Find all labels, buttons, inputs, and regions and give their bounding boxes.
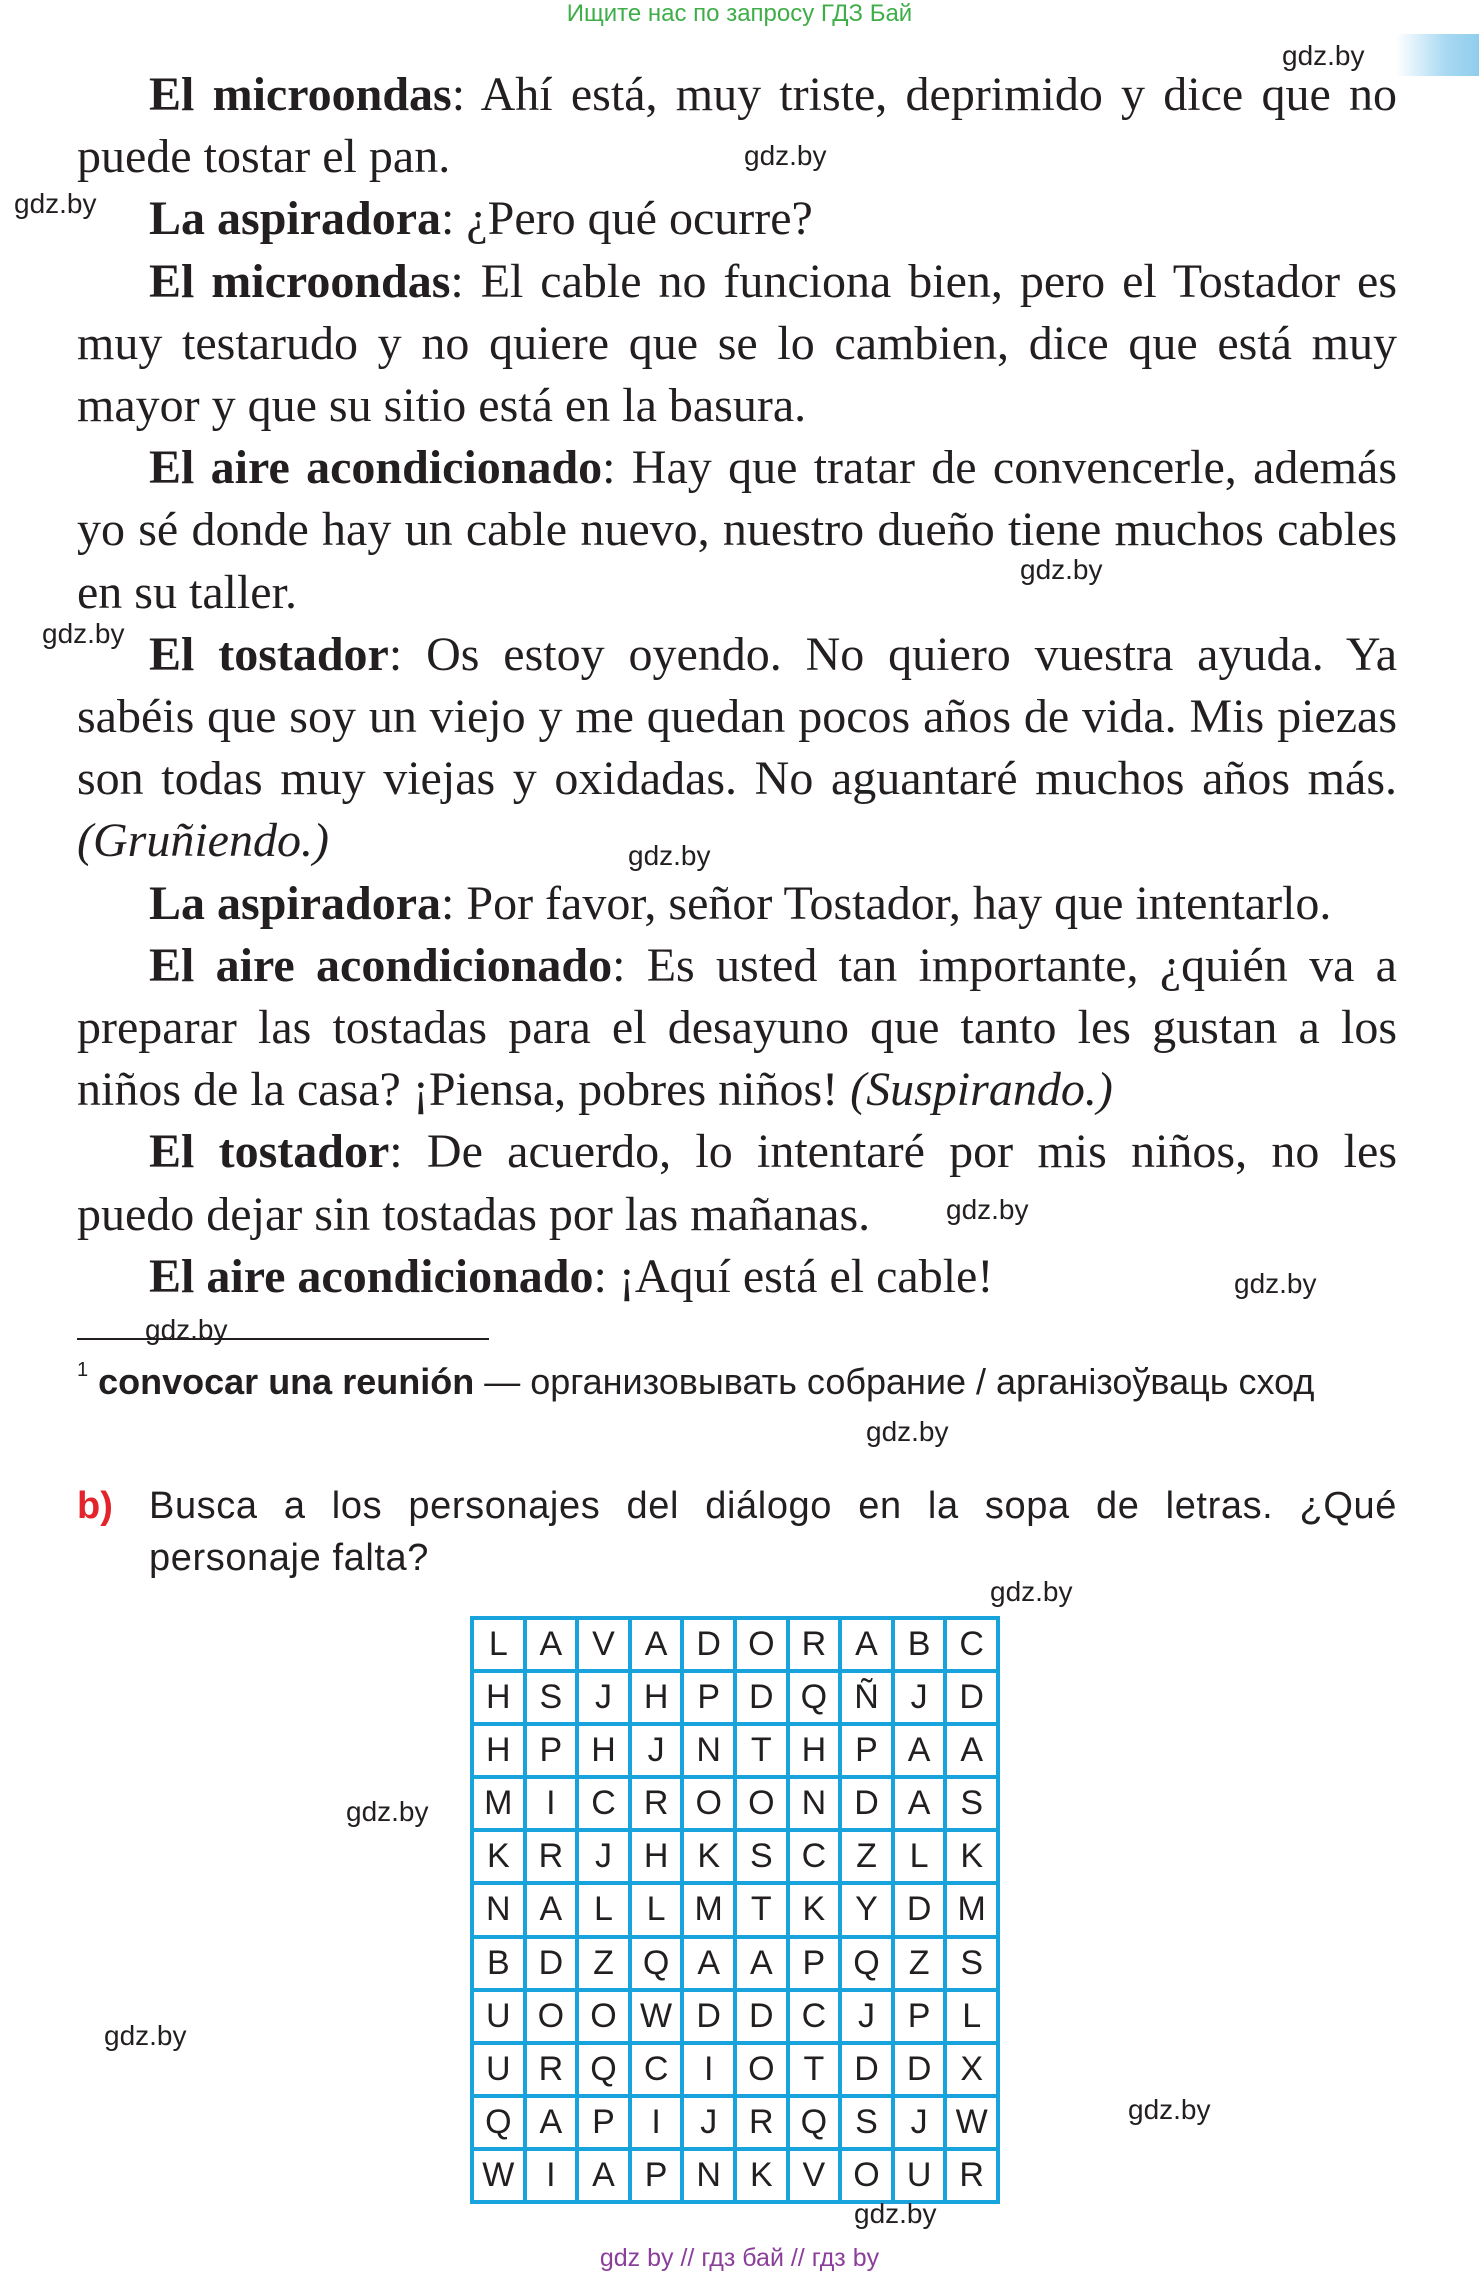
grid-cell: O	[737, 2045, 790, 2098]
grid-cell: D	[684, 1620, 737, 1673]
grid-cell: R	[527, 1832, 580, 1885]
grid-cell: J	[895, 1673, 948, 1726]
speaker-name: El aire acondicionado	[149, 441, 603, 495]
grid-cell: D	[842, 1779, 895, 1832]
line-text: : El cable no funciona bien, pero el Tostador es muy testarudo y no quiere que se lo cambien, dice que está muy mayor y que su sitio está en la basura.	[77, 254, 1397, 433]
grid-cell: B	[474, 1939, 527, 1992]
grid-cell: A	[527, 2098, 580, 2151]
grid-cell: R	[737, 2098, 790, 2151]
grid-cell: Q	[790, 2098, 843, 2151]
grid-cell: A	[527, 1885, 580, 1938]
grid-cell: T	[737, 1726, 790, 1779]
grid-cell: P	[684, 1673, 737, 1726]
speaker-name: La aspiradora	[149, 192, 442, 246]
grid-cell: U	[474, 2045, 527, 2098]
grid-cell: Z	[842, 1832, 895, 1885]
grid-cell: U	[895, 2151, 948, 2204]
grid-cell: L	[474, 1620, 527, 1673]
line-text: : ¡Aquí está el cable!	[593, 1249, 994, 1303]
grid-cell: D	[527, 1939, 580, 1992]
grid-cell: A	[947, 1726, 1000, 1779]
grid-cell: S	[842, 2098, 895, 2151]
grid-cell: K	[790, 1885, 843, 1938]
grid-cell: A	[632, 1620, 685, 1673]
grid-cell: K	[947, 1832, 1000, 1885]
grid-cell: O	[527, 1992, 580, 2045]
grid-cell: V	[579, 1620, 632, 1673]
grid-cell: S	[737, 1832, 790, 1885]
speaker-name: El microondas	[149, 68, 452, 121]
dialogue-line	[77, 935, 1397, 1122]
grid-cell: C	[947, 1620, 1000, 1673]
grid-cell: Ñ	[842, 1673, 895, 1726]
bottom-links[interactable]: gdz by // гдз бай // гдз by	[599, 2244, 880, 2272]
watermark: gdz.by	[946, 1194, 1029, 1225]
grid-cell: K	[684, 1832, 737, 1885]
stage-direction: (Suspirando.)	[850, 1063, 1113, 1117]
watermark: gdz.by	[1282, 40, 1365, 71]
grid-cell: J	[579, 1673, 632, 1726]
grid-cell: M	[684, 1885, 737, 1938]
grid-cell: N	[684, 2151, 737, 2204]
grid-cell: H	[474, 1673, 527, 1726]
grid-cell: H	[579, 1726, 632, 1779]
dialogue-line	[77, 64, 1397, 188]
top-banner[interactable]: Ищите нас по запросу ГДЗ Бай	[566, 0, 913, 27]
grid-cell: Q	[579, 2045, 632, 2098]
grid-cell: C	[632, 2045, 685, 2098]
footnote-term: convocar una reunión	[98, 1361, 475, 1402]
corner-tab	[1396, 34, 1479, 76]
grid-cell: J	[579, 1832, 632, 1885]
watermark: gdz.by	[14, 188, 97, 219]
grid-cell: H	[790, 1726, 843, 1779]
grid-cell: J	[632, 1726, 685, 1779]
dialogue-line	[77, 437, 1397, 624]
stage-direction: (Gruñiendo.)	[77, 814, 329, 868]
grid-cell: Q	[790, 1673, 843, 1726]
line-text: : Es usted tan importante, ¿quién va a preparar las tostadas para el desayuno que tanto les gustan a los niños de la casa? ¡Piensa, pobres niños!	[77, 938, 1397, 1117]
grid-cell: P	[895, 1992, 948, 2045]
grid-cell: H	[632, 1832, 685, 1885]
grid-cell: I	[684, 2045, 737, 2098]
grid-cell: P	[527, 1726, 580, 1779]
footnote-divider	[77, 1338, 489, 1340]
grid-cell: C	[579, 1779, 632, 1832]
watermark: gdz.by	[744, 140, 827, 171]
line-text: : De acuerdo, lo intentaré por mis niños, no les puedo dejar sin tostadas por las mañanas.	[77, 1125, 1398, 1241]
footnote-translation: — организовывать собрание / арганізоўваць сход	[474, 1361, 1315, 1402]
watermark: gdz.by	[854, 2198, 937, 2229]
line-text: : ¿Pero qué ocurre?	[441, 192, 813, 246]
grid-cell: W	[474, 2151, 527, 2204]
grid-cell: S	[527, 1673, 580, 1726]
grid-cell: A	[527, 1620, 580, 1673]
watermark: gdz.by	[42, 618, 125, 649]
watermark: gdz.by	[1234, 1268, 1317, 1299]
footnote	[77, 1344, 1397, 1408]
grid-cell: A	[895, 1779, 948, 1832]
grid-cell: L	[579, 1885, 632, 1938]
dialogue-line	[77, 251, 1397, 438]
speaker-name: El tostador	[149, 1125, 390, 1179]
grid-cell: B	[895, 1620, 948, 1673]
grid-cell: M	[947, 1885, 1000, 1938]
word-search-grid	[470, 1616, 1000, 2204]
grid-cell: N	[684, 1726, 737, 1779]
speaker-name: El aire acondicionado	[149, 938, 613, 992]
footnote-number: 1	[77, 1359, 89, 1381]
watermark: gdz.by	[866, 1416, 949, 1447]
dialogue-line	[77, 1121, 1397, 1245]
watermark: gdz.by	[104, 2020, 187, 2051]
grid-cell: C	[790, 1832, 843, 1885]
grid-cell: J	[684, 2098, 737, 2151]
grid-cell: D	[684, 1992, 737, 2045]
grid-cell: A	[579, 2151, 632, 2204]
grid-cell: R	[632, 1779, 685, 1832]
grid-cell: R	[527, 2045, 580, 2098]
grid-cell: V	[790, 2151, 843, 2204]
grid-cell: D	[895, 1885, 948, 1938]
grid-cell: N	[790, 1779, 843, 1832]
dialogue-line	[77, 873, 1397, 935]
grid-cell: H	[474, 1726, 527, 1779]
watermark: gdz.by	[346, 1796, 429, 1827]
grid-cell: W	[947, 2098, 1000, 2151]
grid-cell: C	[790, 1992, 843, 2045]
grid-cell: U	[474, 1992, 527, 2045]
line-text: : Por favor, señor Tostador, hay que intentarlo.	[441, 876, 1332, 930]
grid-cell: Q	[474, 2098, 527, 2151]
grid-cell: K	[737, 2151, 790, 2204]
grid-cell: A	[737, 1939, 790, 1992]
grid-cell: L	[632, 1885, 685, 1938]
grid-cell: L	[895, 1832, 948, 1885]
grid-cell: W	[632, 1992, 685, 2045]
dialogue-line	[77, 624, 1397, 873]
grid-cell: R	[790, 1620, 843, 1673]
grid-cell: I	[632, 2098, 685, 2151]
grid-cell: T	[790, 2045, 843, 2098]
grid-cell: H	[632, 1673, 685, 1726]
grid-cell: D	[842, 2045, 895, 2098]
grid-cell: S	[947, 1939, 1000, 1992]
grid-cell: D	[737, 1673, 790, 1726]
grid-cell: O	[737, 1779, 790, 1832]
watermark: gdz.by	[145, 1314, 228, 1345]
grid-cell: A	[842, 1620, 895, 1673]
line-text: : Ahí está, muy triste, deprimido y dice que no puede tostar el pan.	[77, 68, 1397, 184]
watermark: gdz.by	[628, 840, 711, 871]
grid-cell: P	[579, 2098, 632, 2151]
grid-cell: J	[842, 1992, 895, 2045]
grid-cell: O	[842, 2151, 895, 2204]
grid-cell: Y	[842, 1885, 895, 1938]
grid-cell: P	[842, 1726, 895, 1779]
grid-cell: S	[947, 1779, 1000, 1832]
watermark: gdz.by	[1128, 2094, 1211, 2125]
grid-cell: Q	[842, 1939, 895, 1992]
grid-cell: P	[790, 1939, 843, 1992]
task-instruction: Busca a los personajes del diálogo en la sopa de letras. ¿Qué personaje falta?	[149, 1485, 1397, 1579]
grid-cell: Z	[579, 1939, 632, 1992]
grid-cell: A	[684, 1939, 737, 1992]
grid-cell: A	[895, 1726, 948, 1779]
grid-cell: O	[579, 1992, 632, 2045]
grid-cell: I	[527, 2151, 580, 2204]
line-text: : Hay que tratar de convencerle, además yo sé donde hay un cable nuevo, nuestro dueño tiene muchos cables en su taller.	[77, 441, 1397, 619]
watermark: gdz.by	[990, 1576, 1073, 1607]
grid-cell: X	[947, 2045, 1000, 2098]
grid-cell: Q	[632, 1939, 685, 1992]
speaker-name: El aire acondicionado	[149, 1249, 594, 1303]
grid-cell: Z	[895, 1939, 948, 1992]
grid-cell: P	[632, 2151, 685, 2204]
grid-cell: O	[684, 1779, 737, 1832]
grid-cell: I	[527, 1779, 580, 1832]
grid-cell: D	[895, 2045, 948, 2098]
task-marker: b)	[77, 1485, 113, 1527]
speaker-name: El tostador	[149, 627, 389, 681]
grid-cell: T	[737, 1885, 790, 1938]
dialogue-text	[77, 64, 1397, 1308]
grid-cell: O	[737, 1620, 790, 1673]
dialogue-line	[77, 1246, 1397, 1308]
grid-cell: D	[947, 1673, 1000, 1726]
grid-cell: N	[474, 1885, 527, 1938]
grid-cell: R	[947, 2151, 1000, 2204]
grid-cell: L	[947, 1992, 1000, 2045]
grid-cell: J	[895, 2098, 948, 2151]
speaker-name: La aspiradora	[149, 876, 442, 930]
task-b	[77, 1480, 1397, 1584]
dialogue-line	[77, 188, 1397, 250]
grid-cell: K	[474, 1832, 527, 1885]
watermark: gdz.by	[1020, 554, 1103, 585]
grid-cell: D	[737, 1992, 790, 2045]
line-text: : Os estoy oyendo. No quiero vuestra ayuda. Ya sabéis que soy un viejo y me quedan pocos años de vida. Mis piezas son todas muy viejas y oxidadas. No aguantaré muchos años más.	[77, 627, 1398, 806]
grid-cell: M	[474, 1779, 527, 1832]
speaker-name: El microondas	[149, 254, 451, 308]
